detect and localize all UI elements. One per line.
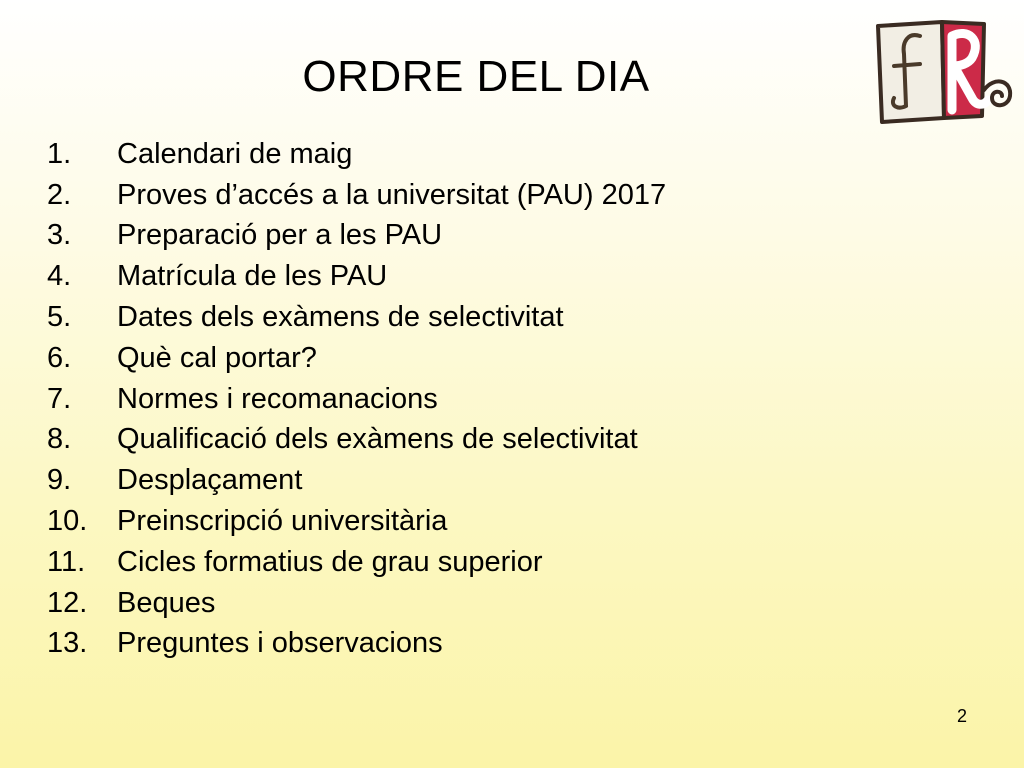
agenda-item-text: Beques bbox=[117, 586, 216, 619]
agenda-item bbox=[47, 624, 666, 665]
agenda-item-text: Proves d’accés a la universitat (PAU) 2017 bbox=[117, 178, 667, 211]
agenda-item bbox=[47, 216, 666, 257]
agenda-item bbox=[47, 379, 666, 420]
agenda-item-text: Cicles formatius de grau superior bbox=[117, 545, 543, 578]
agenda-item-number: 1. bbox=[47, 137, 72, 170]
agenda-item-number: 6. bbox=[47, 341, 72, 374]
agenda-list bbox=[47, 134, 666, 664]
agenda-item bbox=[47, 256, 666, 297]
agenda-item-number: 3. bbox=[47, 219, 72, 252]
agenda-item-number: 7. bbox=[47, 382, 72, 415]
agenda-item-text: Calendari de maig bbox=[117, 137, 353, 170]
agenda-item bbox=[47, 542, 666, 583]
agenda-item bbox=[47, 175, 666, 216]
agenda-item bbox=[47, 501, 666, 542]
agenda-item-text: Matrícula de les PAU bbox=[117, 260, 388, 293]
page-number: 2 bbox=[956, 706, 967, 726]
agenda-item-text: Què cal portar? bbox=[117, 341, 317, 374]
agenda-item bbox=[47, 297, 666, 338]
agenda-item bbox=[47, 338, 666, 379]
fr-logo-icon bbox=[872, 14, 1018, 132]
agenda-item-number: 4. bbox=[47, 260, 72, 293]
agenda-item-number: 2. bbox=[47, 178, 72, 211]
agenda-item-number: 10. bbox=[47, 505, 88, 538]
agenda-item-text: Normes i recomanacions bbox=[117, 382, 438, 415]
agenda-item-number: 12. bbox=[47, 586, 88, 619]
agenda-item bbox=[47, 134, 666, 175]
agenda-item-text: Dates dels exàmens de selectivitat bbox=[117, 301, 564, 334]
agenda-item-text: Preguntes i observacions bbox=[117, 627, 443, 660]
agenda-item-text: Preparació per a les PAU bbox=[117, 219, 443, 252]
agenda-item-text: Desplaçament bbox=[117, 464, 303, 497]
agenda-item bbox=[47, 420, 666, 461]
page-title: ORDRE DEL DIA bbox=[302, 52, 650, 101]
agenda-item bbox=[47, 460, 666, 501]
agenda-item-number: 13. bbox=[47, 627, 88, 660]
agenda-item bbox=[47, 583, 666, 624]
agenda-item-number: 8. bbox=[47, 423, 72, 456]
agenda-item-number: 11. bbox=[47, 545, 86, 578]
agenda-item-text: Preinscripció universitària bbox=[117, 505, 448, 538]
agenda-item-number: 5. bbox=[47, 301, 72, 334]
agenda-item-text: Qualificació dels exàmens de selectivitat bbox=[117, 423, 638, 456]
agenda-item-number: 9. bbox=[47, 464, 72, 497]
